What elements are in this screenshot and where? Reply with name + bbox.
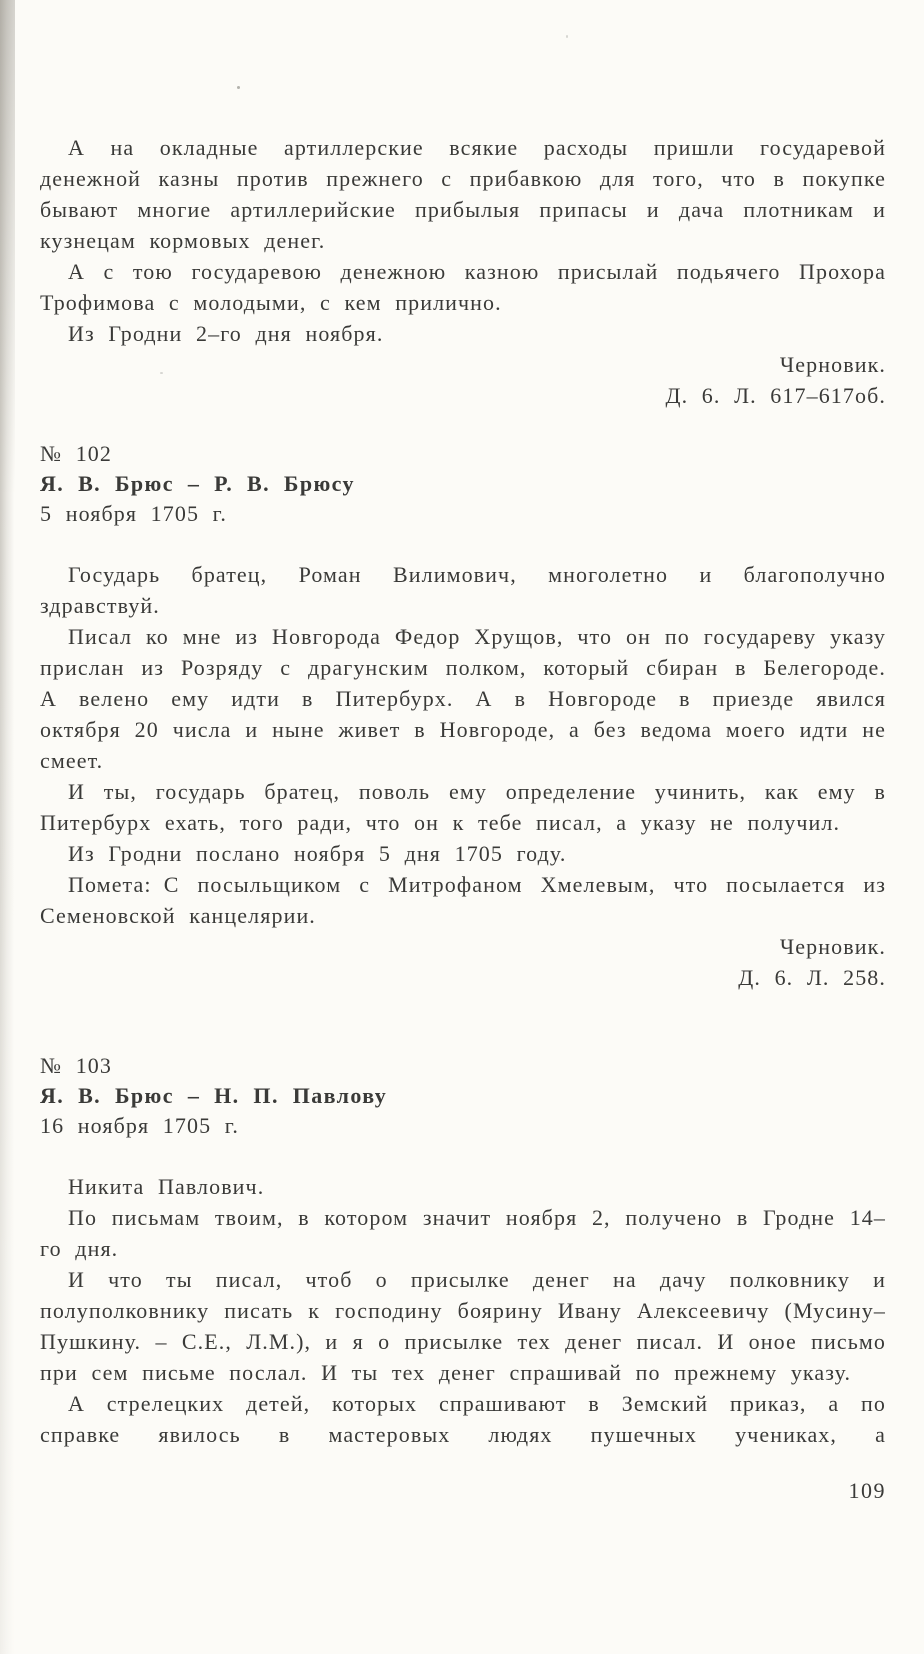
letter-paragraph: Государь братец, Роман Вилимович, многолетно и благополучно здравствуй. <box>40 562 886 618</box>
letter-salutation: Никита Павлович. <box>68 1174 265 1199</box>
source-type: Черновик. <box>779 352 886 377</box>
page-number: 109 <box>848 1478 886 1503</box>
letter-number: № 102 <box>40 441 112 466</box>
letter-body <box>40 1171 886 1450</box>
letter-102 <box>40 439 886 993</box>
letter-paragraph: И что ты писал, чтоб о присылке денег на дачу полковнику и полуполковнику писать к господину боярину Ивану Алексеевичу (Мусину–Пушкину. – С.Е., Л.М.), и я о присылке тех денег писал. И оное письмо при сем письме послал. И ты тех денег спрашивай по прежнему указу. <box>40 1267 886 1385</box>
source-type: Черновик. <box>779 934 886 959</box>
letter-heading <box>40 439 886 529</box>
letter-date: 5 ноября 1705 г. <box>40 501 227 526</box>
letter-paragraph: По письмам твоим, в котором значит ноября 2, получено в Гродне 14–го дня. <box>40 1205 886 1261</box>
letter-paragraph: Писал ко мне из Новгорода Федор Хрущов, что он по государеву указу прислан из Розряду с драгунским полком, который сбиран в Белегороде. А велено ему идти в Питербурх. А в Новгороде в приезде явился октября 20 числа и ныне живет в Новгороде, а без ведома моего идти не смеет. <box>40 624 886 773</box>
letter-number: № 103 <box>40 1053 112 1078</box>
letter-title: Я. В. Брюс – Р. В. Брюсу <box>40 471 355 496</box>
archival-reference <box>40 349 886 411</box>
letter-body <box>40 559 886 993</box>
letter-heading <box>40 1051 886 1141</box>
source-citation: Д. 6. Л. 258. <box>738 965 886 990</box>
letter-date: 16 ноября 1705 г. <box>40 1113 240 1138</box>
editorial-note: Помета: С посыльщиком с Митрофаном Хмелевым, что посылается из Семеновской канцелярии. <box>40 872 886 928</box>
letter-title: Я. В. Брюс – Н. П. Павлову <box>40 1083 388 1108</box>
letter-paragraph-continued: А стрелецких детей, которых спрашивают в Земский приказ, а по справке явилось в мастеровых людях пушечных учениках, а <box>40 1391 886 1447</box>
letter-101-ending <box>40 132 886 411</box>
letter-paragraph: И ты, государь братец, поволь ему определение учинить, как ему в Питербурх ехать, того ради, что он к тебе писал, а указу не получил. <box>40 779 886 835</box>
letter-paragraph: А на окладные артиллерские всякие расходы пришли государевой денежной казны против прежнего с прибавкою для того, что в покупке бывают многие артиллерийские прибылыя припасы и дача плотникам и кузнецам кормовых денег. <box>40 135 886 253</box>
letter-dateline: Из Гродни послано ноября 5 дня 1705 году. <box>68 841 567 866</box>
letter-dateline: Из Гродни 2–го дня ноября. <box>68 321 384 346</box>
letter-paragraph: А с тою государевою денежною казною присылай подьячего Прохора Трофимова с молодыми, с кем прилично. <box>40 259 886 315</box>
archival-reference <box>40 931 886 993</box>
source-citation: Д. 6. Л. 617–617об. <box>665 383 886 408</box>
letter-103 <box>40 1051 886 1450</box>
